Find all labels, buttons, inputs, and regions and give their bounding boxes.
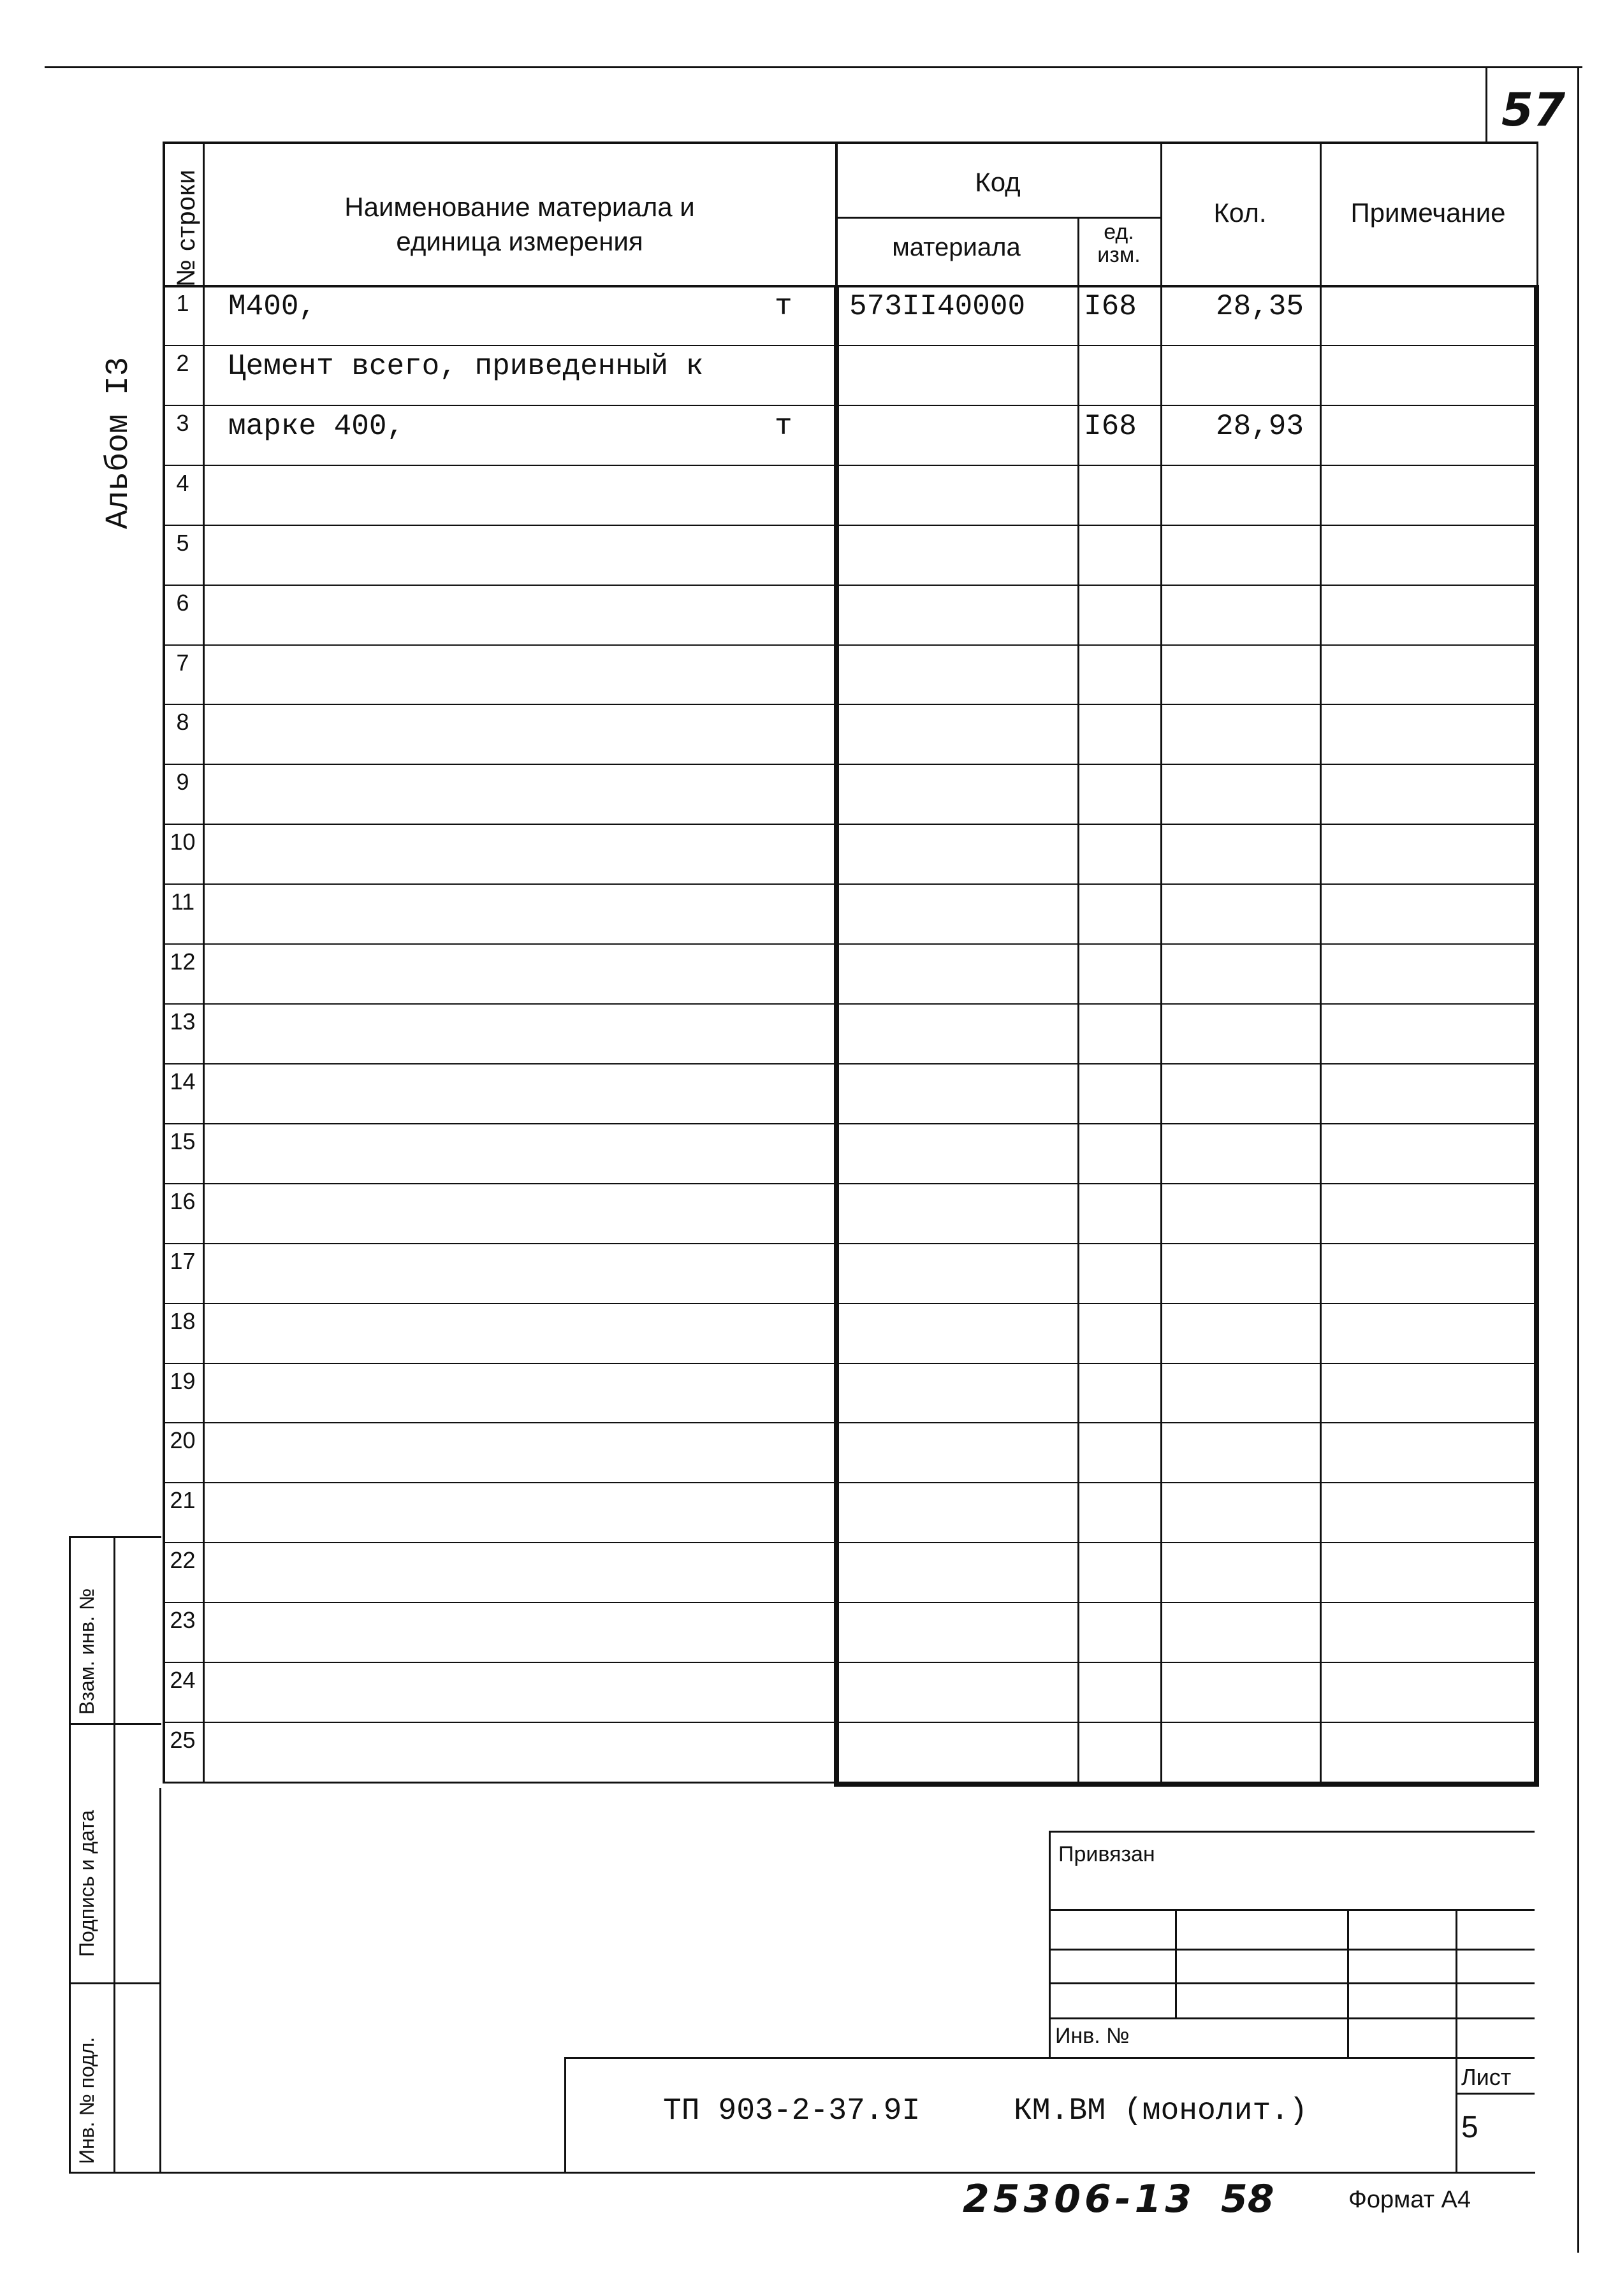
row-line xyxy=(163,1123,1536,1124)
row-number: 3 xyxy=(176,409,189,436)
row-line xyxy=(163,1602,1536,1603)
row-number: 12 xyxy=(170,948,196,975)
row-line xyxy=(163,764,1536,765)
row-line xyxy=(163,465,1536,466)
tb-privyazan-left xyxy=(1049,1831,1051,2057)
row-unit: т xyxy=(775,290,792,323)
tb-doc-code: ТП 903-2-37.9I xyxy=(663,2094,921,2128)
col-line-code-head xyxy=(835,142,838,285)
row-line xyxy=(163,943,1536,945)
header-note: Примечание xyxy=(1350,198,1506,228)
body-thick-right xyxy=(1534,285,1539,1787)
row-number: 18 xyxy=(170,1307,196,1334)
tb-sheet-label: Лист xyxy=(1461,2064,1512,2090)
header-row-no: № строки xyxy=(172,169,200,287)
row-line xyxy=(163,1003,1536,1005)
footer-format: Формат А4 xyxy=(1348,2186,1471,2213)
album-label: Альбом I3 xyxy=(101,356,137,529)
row-line xyxy=(163,1422,1536,1423)
tb-main-top xyxy=(564,2057,1535,2059)
footer-handwritten: 25306-13 xyxy=(963,2177,1196,2221)
header-code: Код xyxy=(975,167,1021,197)
header-code-material: материала xyxy=(892,233,1021,261)
row-number: 11 xyxy=(170,889,195,915)
stamp-vzam: Взам. инв. № xyxy=(75,1588,98,1715)
tb-line4 xyxy=(1049,2017,1535,2019)
row-number: 8 xyxy=(176,709,189,736)
row-line xyxy=(163,585,1536,586)
row-line xyxy=(163,1363,1536,1364)
row-line xyxy=(163,1063,1536,1064)
row-number: 6 xyxy=(176,589,189,616)
row-line xyxy=(163,644,1536,646)
tb-main-left xyxy=(564,2057,566,2174)
page-box-left xyxy=(1485,66,1487,143)
footer-handwritten-page: 58 xyxy=(1221,2177,1274,2221)
col-line-name xyxy=(203,142,205,1782)
row-line xyxy=(163,1243,1536,1244)
body-thick-left xyxy=(834,285,839,1787)
form-bottom xyxy=(69,2172,1535,2174)
stamp-inv: Инв. № подл. xyxy=(75,2037,98,2164)
header-code-unit-text: ед. изм. xyxy=(1097,220,1141,267)
tb-sheet-div xyxy=(1456,2093,1535,2095)
row-line xyxy=(163,345,1536,346)
row-line xyxy=(163,1183,1536,1184)
col-line-unit xyxy=(1077,285,1079,1782)
tb-privyazan-top xyxy=(1049,1831,1535,1833)
stamp-div1 xyxy=(69,1723,161,1725)
row-number: 22 xyxy=(170,1547,196,1574)
row-line xyxy=(163,824,1536,825)
row-number: 14 xyxy=(170,1068,196,1094)
row-qty: 28,93 xyxy=(1215,409,1304,443)
header-code-split xyxy=(835,217,1160,219)
row-number: 24 xyxy=(170,1667,196,1694)
row-unit-code: I68 xyxy=(1084,290,1137,323)
row-line xyxy=(163,405,1536,406)
row-line xyxy=(163,1303,1536,1304)
row-number: 7 xyxy=(176,649,189,676)
tb-line2 xyxy=(1049,1949,1535,1951)
col-line-qty xyxy=(1160,285,1162,1782)
header-name-text: Наименование материала и единица измерения xyxy=(344,192,695,256)
row-number: 1 xyxy=(176,290,189,316)
row-number: 17 xyxy=(170,1247,196,1274)
row-line xyxy=(163,883,1536,885)
row-number: 25 xyxy=(170,1727,196,1754)
row-name: Цемент всего, приведенный к xyxy=(228,349,704,383)
header-qty: Кол. xyxy=(1213,198,1267,228)
stamp-top xyxy=(69,1536,161,1538)
row-line xyxy=(163,525,1536,526)
right-border xyxy=(1577,66,1579,2253)
tb-line1 xyxy=(1049,1909,1535,1911)
stamp-div2 xyxy=(69,1982,161,1984)
col-line-end-head xyxy=(1536,142,1538,285)
top-border xyxy=(45,66,1582,68)
row-number: 20 xyxy=(170,1427,196,1454)
header-code-unit xyxy=(1077,221,1160,266)
row-line xyxy=(163,1542,1536,1543)
tb-privyazan: Привязан xyxy=(1058,1842,1155,1866)
row-material-code: 573II40000 xyxy=(849,290,1026,323)
row-number: 13 xyxy=(170,1008,196,1035)
table-bottom-left xyxy=(163,1782,835,1784)
row-name: марке 400, xyxy=(228,409,405,443)
row-line xyxy=(163,1662,1536,1663)
row-unit-code: I68 xyxy=(1084,409,1137,443)
row-line xyxy=(163,1482,1536,1483)
row-number: 19 xyxy=(170,1367,196,1394)
body-thick-bottom xyxy=(834,1782,1539,1787)
row-number: 23 xyxy=(170,1607,196,1634)
stamp-podpis: Подпись и дата xyxy=(75,1810,98,1957)
tb-v1 xyxy=(1175,1909,1177,2017)
row-number: 9 xyxy=(176,769,189,796)
col-line-note xyxy=(1320,285,1322,1782)
row-line xyxy=(163,704,1536,705)
stamp-left xyxy=(69,1536,71,2174)
row-number: 5 xyxy=(176,529,189,556)
row-line xyxy=(163,1722,1536,1723)
row-number: 2 xyxy=(176,349,189,376)
row-number: 15 xyxy=(170,1128,196,1154)
row-number: 21 xyxy=(170,1487,196,1514)
table-top-border xyxy=(163,142,1536,144)
row-number: 10 xyxy=(170,829,196,855)
row-name: М400, xyxy=(228,290,317,323)
row-qty: 28,35 xyxy=(1215,290,1304,323)
tb-line3 xyxy=(1049,1982,1535,1984)
row-unit: т xyxy=(775,409,792,443)
tb-inv-no: Инв. № xyxy=(1055,2024,1130,2048)
header-bottom-border xyxy=(163,285,1536,287)
header-name xyxy=(204,190,835,259)
row-number: 4 xyxy=(176,469,189,496)
stamp-mid xyxy=(113,1536,115,2174)
tb-v2 xyxy=(1347,1909,1349,2057)
row-number: 16 xyxy=(170,1188,196,1214)
form-left xyxy=(159,1788,161,2174)
page-number: 57 xyxy=(1501,83,1566,136)
tb-sheet-no: 5 xyxy=(1461,2111,1478,2144)
tb-v3 xyxy=(1456,1909,1457,2174)
tb-doc-name: КМ.ВМ (монолит.) xyxy=(1014,2094,1308,2128)
